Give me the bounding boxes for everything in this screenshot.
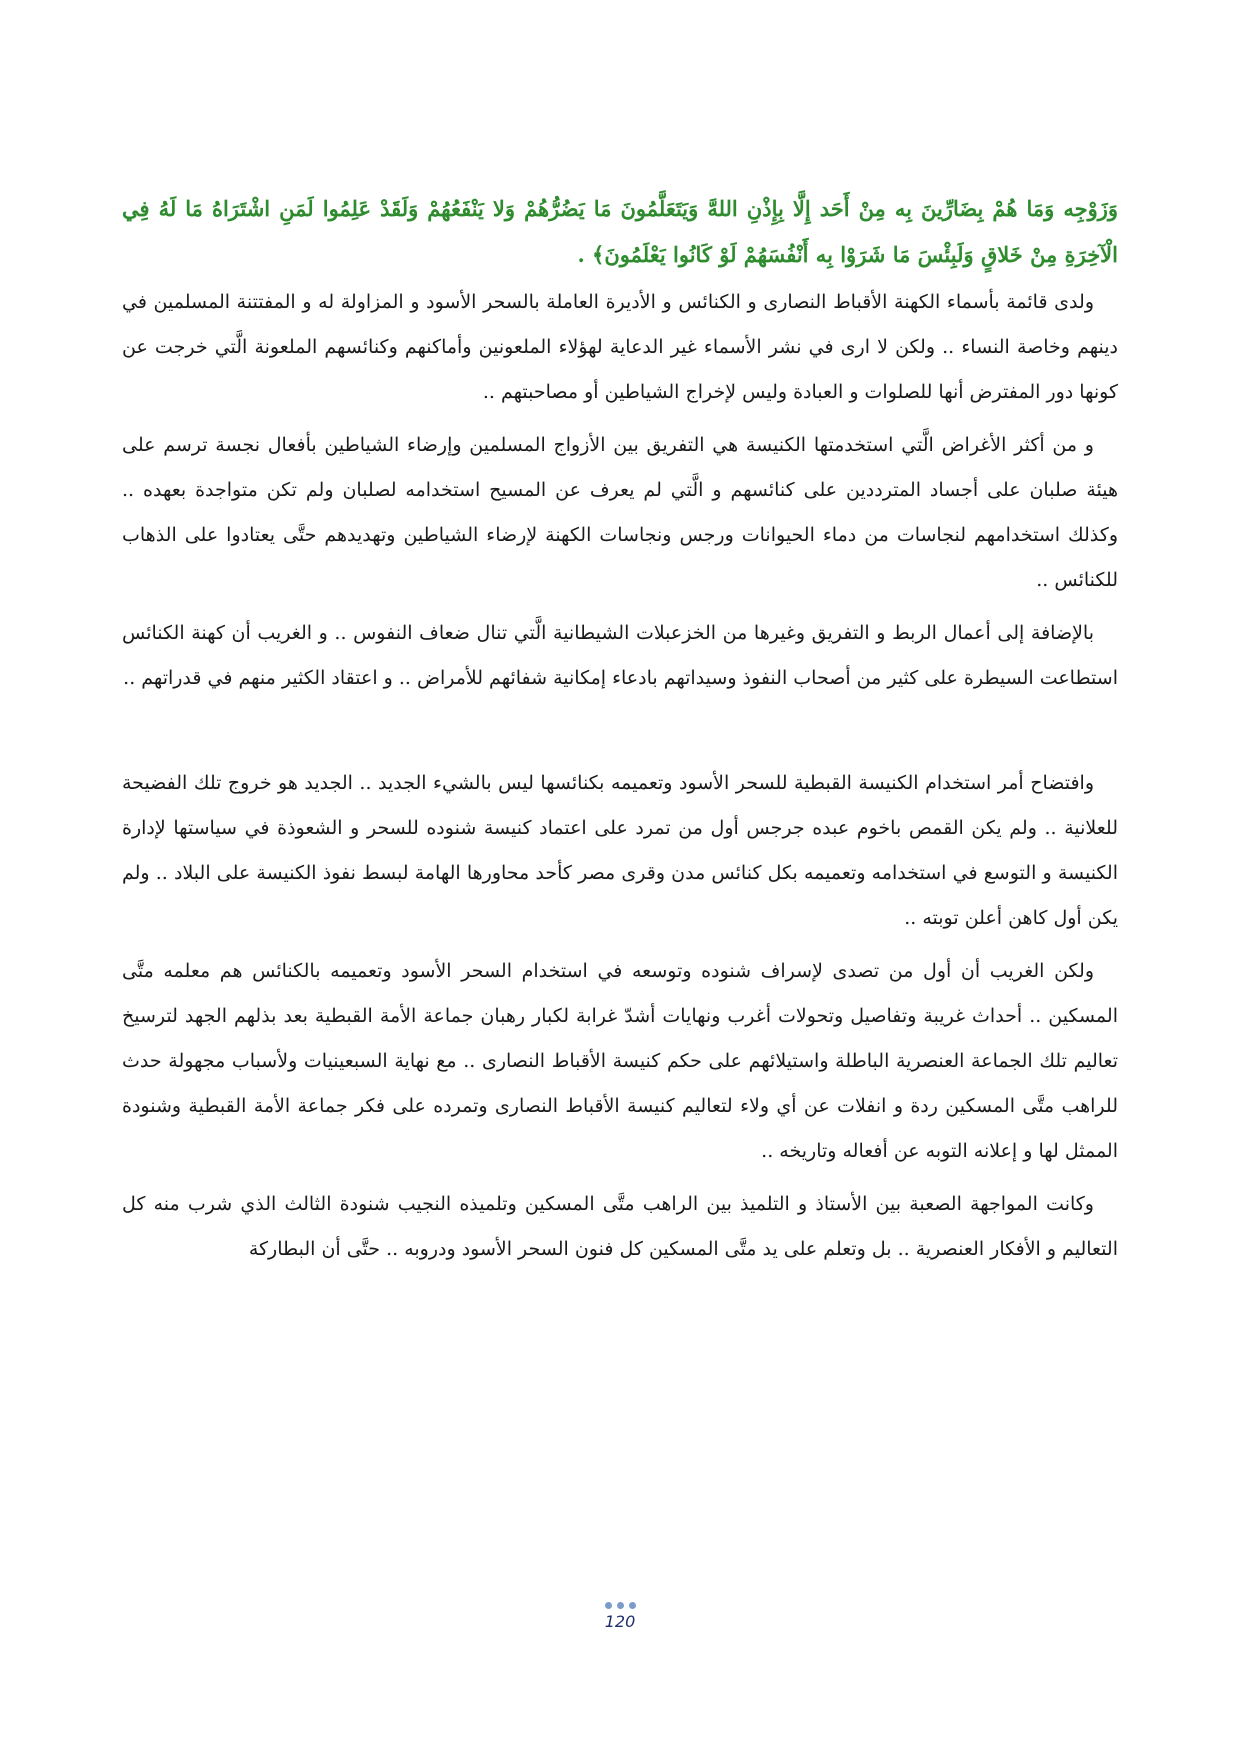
paragraph: وكانت المواجهة الصعبة بين الأستاذ و التلميذ بين الراهب متَّى المسكين وتلميذه النجيب شنودة الثالث الذي شرب منه كل التعاليم و الأفكار العنصرية .. بل وتعلم على يد متَّى المسكين كل فنون السحر الأسود ودروبه .. حتَّى أن البطاركة bbox=[122, 1193, 1118, 1260]
section-gap bbox=[122, 709, 1118, 761]
page-number: 120 bbox=[604, 1612, 636, 1631]
paragraph: وافتضاح أمر استخدام الكنيسة القبطية للسحر الأسود وتعميمه بكنائسها ليس بالشيء الجديد .. الجديد هو خروج تلك الفضيحة للعلانية .. ولم يكن القمص باخوم عبده جرجس أول من تمرد على اعتماد كنيسة شنوده للسحر و الشعوذة في سياستها لإدارة الكنيسة و التوسع في استخدامه وتعميمه بكل كنائس مدن وقرى مصر كأحد محاورها الهامة لبسط نفوذ الكنيسة على البلاد .. ولم يكن أول كاهن أعلن توبته .. bbox=[122, 772, 1118, 929]
dot-icon bbox=[605, 1602, 612, 1609]
dots-ornament-icon bbox=[0, 1600, 1240, 1610]
page-footer bbox=[0, 1600, 1240, 1631]
dot-icon bbox=[617, 1602, 624, 1609]
paragraph: بالإضافة إلى أعمال الربط و التفريق وغيرها من الخزعبلات الشيطانية الَّتي تنال ضعاف النفوس .. و الغريب أن كهنة الكنائس استطاعت السيطرة على كثير من أصحاب النفوذ وسيداتهم بادعاء إمكانية شفائهم للأمراض .. و اعتقاد الكثير منهم في قدراتهم .. bbox=[122, 622, 1118, 689]
paragraph: ولدى قائمة بأسماء الكهنة الأقباط النصارى و الكنائس و الأديرة العاملة بالسحر الأسود و المزاولة له و المفتتنة المسلمين في دينهم وخاصة النساء .. ولكن لا ارى في نشر الأسماء غير الدعاية لهؤلاء الملعونين وأماكنهم وكنائسهم الملعونة الَّتي خرجت عن كونها دور المفترض أنها للصلوات و العبادة وليس لإخراج الشياطين أو مصاحبتهم .. bbox=[122, 291, 1118, 403]
quran-verse: وَزَوْجِه وَمَا هُمْ بِضَارِّينَ بِه مِنْ أَحَد إِلَّا بِإِذْنِ اللهَّ وَيَتَعَلَّمُونَ مَا يَضُرُّهُمْ وَلا يَنْفَعُهُمْ وَلَقَدْ عَلِمُوا لَمَنِ اشْتَرَاهُ مَا لَهُ فِي الْآخِرَةِ مِنْ خَلاقٍ وَلَبِئْسَ مَا شَرَوْا بِه أَنْفُسَهُمْ لَوْ كَانُوا يَعْلَمُونَ﴾ . bbox=[122, 196, 1118, 267]
dot-icon bbox=[629, 1602, 636, 1609]
page-body bbox=[122, 186, 1118, 1280]
paragraph: ولكن الغريب أن أول من تصدى لإسراف شنوده وتوسعه في استخدام السحر الأسود وتعميمه بالكنائس هم معلمه متَّى المسكين .. أحداث غريبة وتفاصيل وتحولات أغرب ونهايات أشدّ غرابة لكبار رهبان جماعة الأمة القبطية بعد بذلهم الجهد لترسيخ تعاليم تلك الجماعة العنصرية الباطلة واستيلائهم على حكم كنيسة الأقباط النصارى .. مع نهاية السبعينيات ولأسباب مجهولة حدث للراهب متَّى المسكين ردة و انفلات عن أي ولاء لتعاليم كنيسة الأقباط النصارى وتمرده على فكر جماعة الأمة القبطية وشنودة الممثل لها و إعلانه التوبه عن أفعاله وتاريخه .. bbox=[122, 960, 1118, 1162]
paragraph: و من أكثر الأغراض الَّتي استخدمتها الكنيسة هي التفريق بين الأزواج المسلمين وإرضاء الشياطين بأفعال نجسة ترسم على هيئة صلبان على أجساد المترددين على كنائسهم و الَّتي لم يعرف عن المسيح استخدامه لصلبان ولم تكن متواجدة بعهده .. وكذلك استخدامهم لنجاسات من دماء الحيوانات ورجس ونجاسات الكهنة لإرضاء الشياطين وتهديدهم حتَّى يعتادوا على الذهاب للكنائس .. bbox=[122, 434, 1118, 591]
